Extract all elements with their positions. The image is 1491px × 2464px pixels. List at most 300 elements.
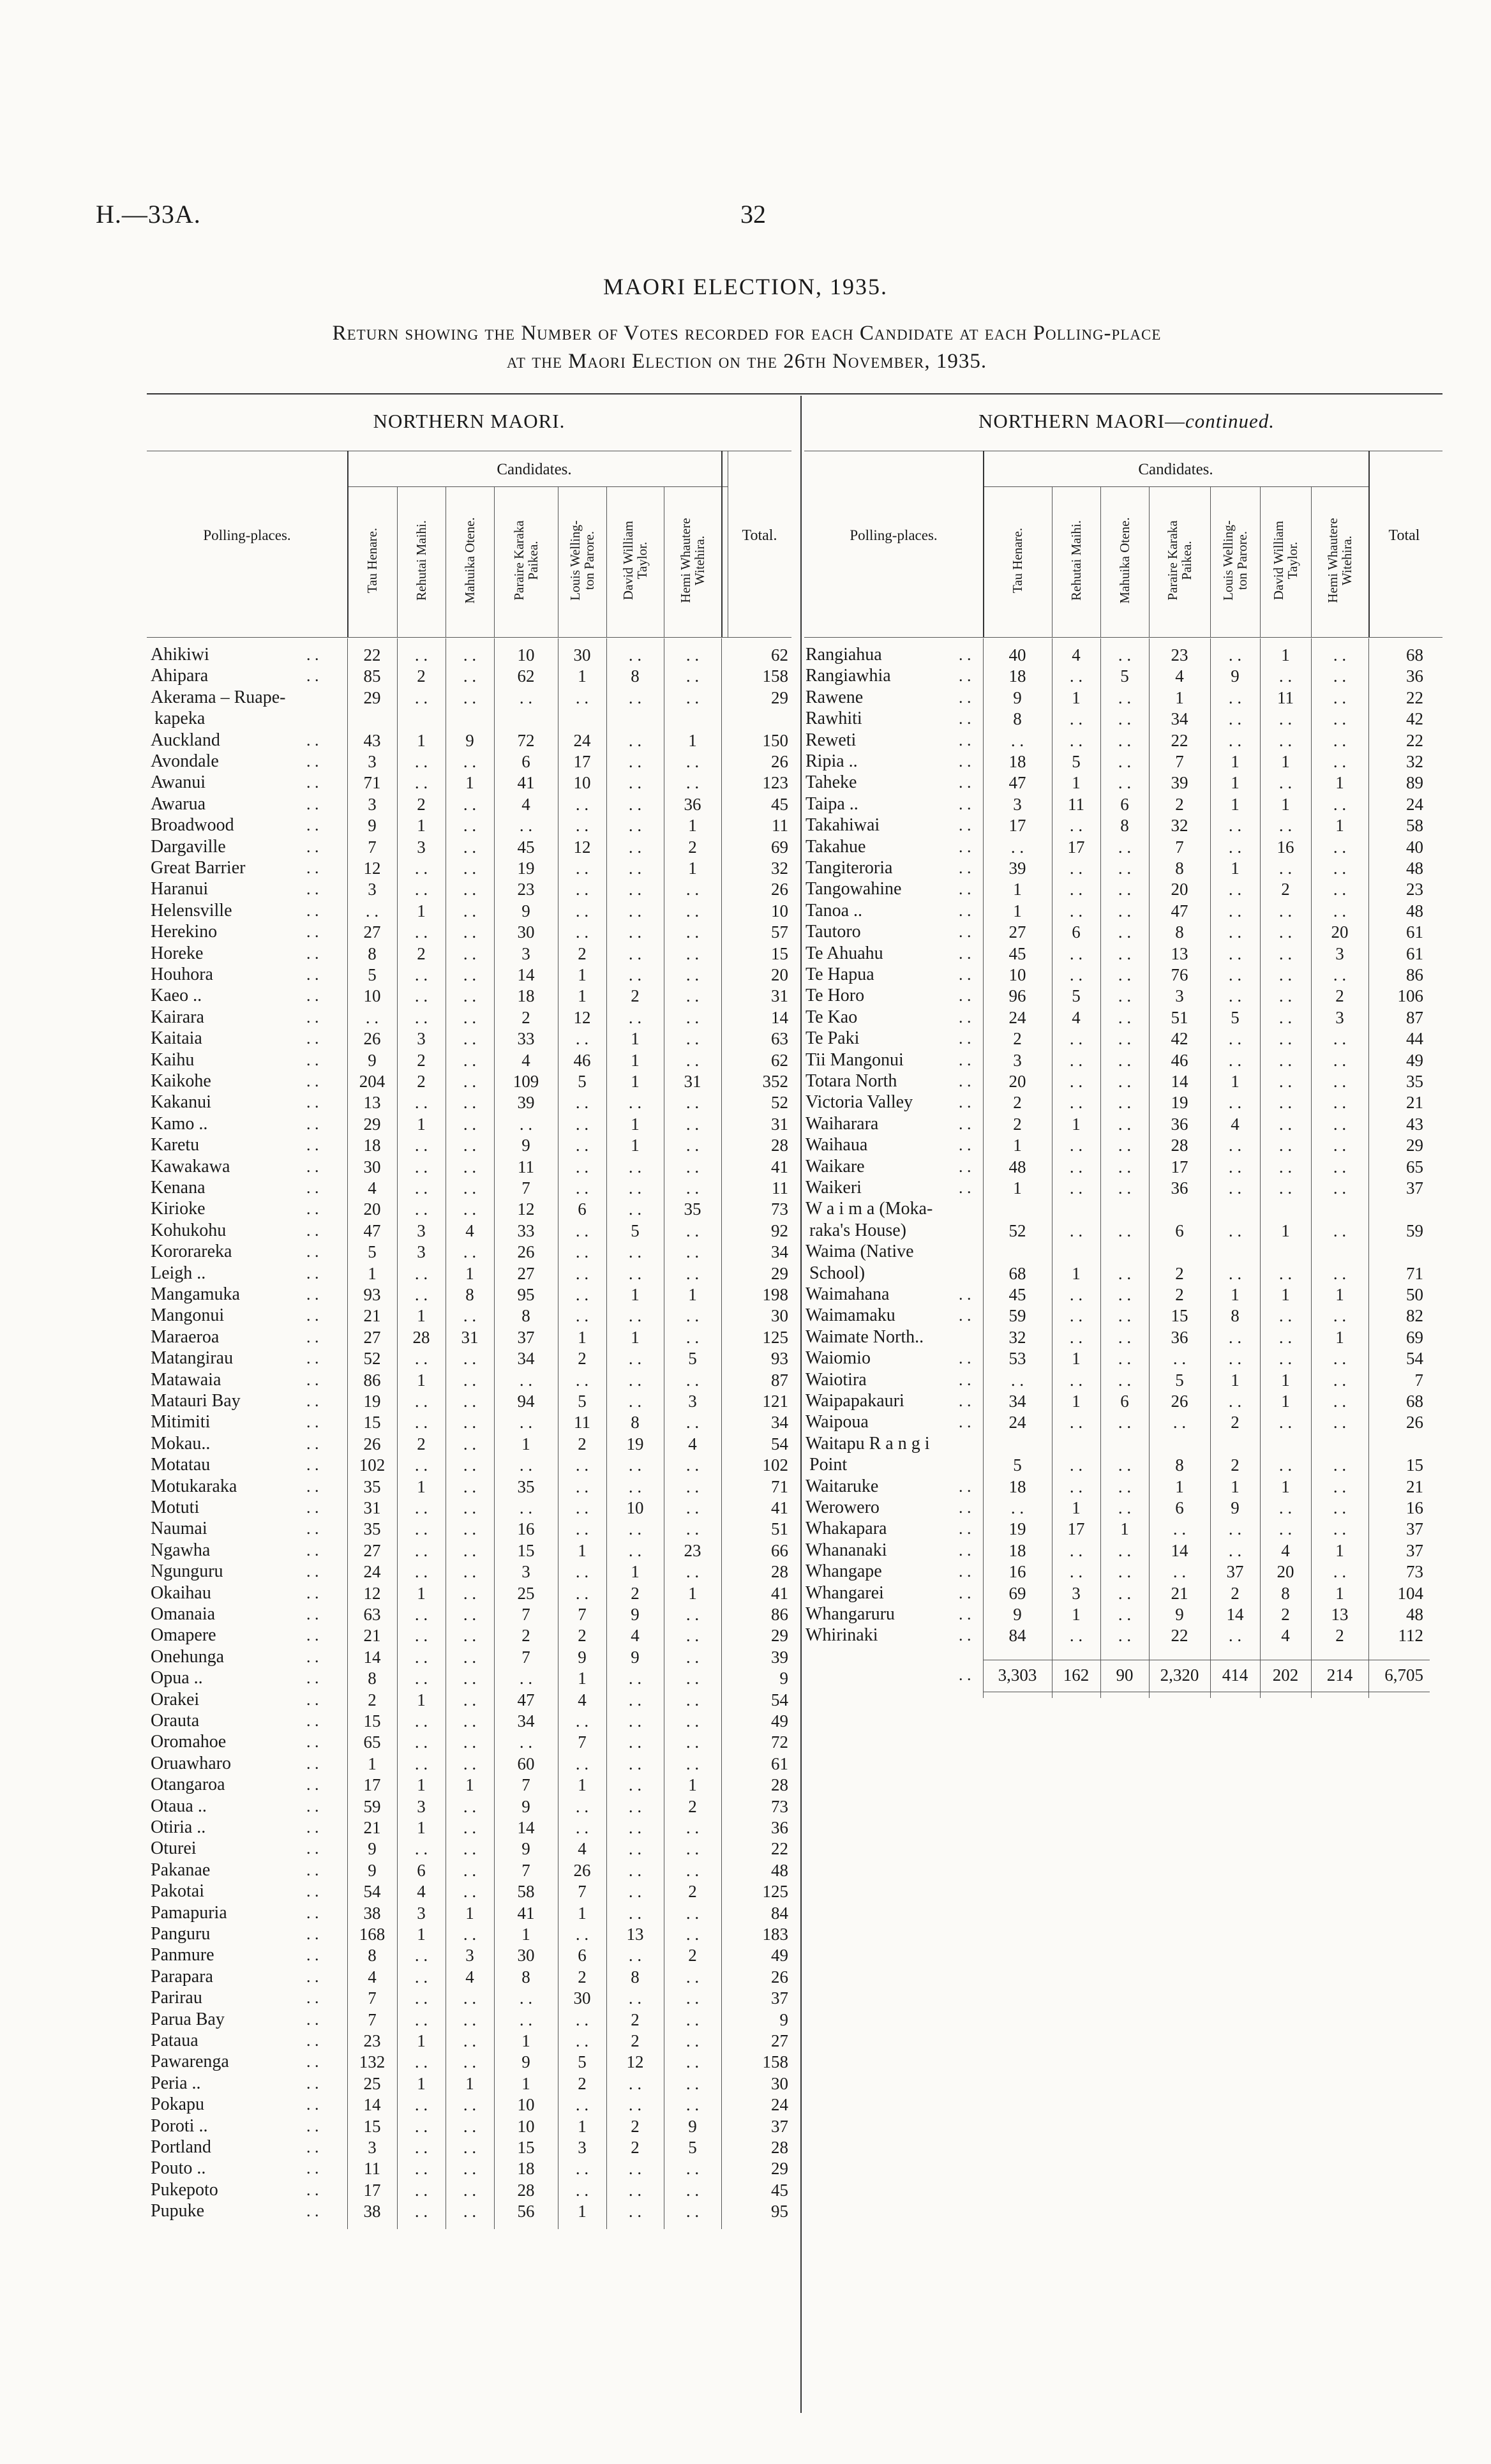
row-total: 102 (762, 1455, 788, 1475)
vote-cell: 1 (1335, 816, 1344, 836)
polling-place-name: Orauta (151, 1711, 200, 1731)
row-total: 61 (771, 1754, 788, 1773)
vote-cell: 7 (1175, 752, 1184, 771)
vertical-rule (721, 451, 723, 637)
vote-cell: . . (1333, 752, 1347, 771)
vote-cell: . . (463, 2031, 477, 2050)
vote-cell: . . (686, 752, 700, 771)
polling-place-name: Kaeo .. (151, 986, 202, 1006)
report-code: H.—33A. (96, 200, 201, 229)
row-total: 37 (771, 1988, 788, 2008)
row-total: 123 (762, 773, 788, 793)
vote-cell: . . (1069, 1327, 1083, 1347)
vote-cell: . . (1069, 1136, 1083, 1155)
vote-cell: . . (686, 1178, 700, 1198)
vote-cell: 5 (578, 1072, 587, 1091)
row-total: 92 (771, 1221, 788, 1240)
leader-dots: . . (306, 1946, 319, 1965)
vote-cell: . . (628, 1903, 642, 1923)
polling-place-name: Great Barrier (151, 858, 246, 878)
vote-cell: 1 (1281, 1221, 1290, 1240)
vote-cell: 9 (368, 1839, 377, 1859)
vote-cell: . . (628, 880, 642, 899)
vote-cell: 1 (1072, 1114, 1081, 1134)
row-total: 24 (1406, 794, 1423, 814)
leader-dots: . . (306, 1988, 319, 2008)
vote-cell: 38 (363, 1903, 381, 1923)
vote-cell: 15 (517, 2138, 535, 2157)
vote-cell: . . (628, 1519, 642, 1539)
vote-cell: . . (686, 1647, 700, 1667)
vote-cell: . . (686, 1007, 700, 1027)
vote-cell: 8 (631, 1413, 640, 1432)
leader-dots: . . (306, 1605, 319, 1623)
polling-place-name-cont: School) (809, 1263, 865, 1283)
vote-cell: . . (463, 1306, 477, 1326)
vote-cell: . . (1228, 1392, 1242, 1411)
vote-cell: . . (628, 1882, 642, 1902)
row-total: 352 (762, 1072, 788, 1091)
vote-cell: . . (1333, 645, 1347, 665)
vote-cell: . . (628, 1796, 642, 1816)
vote-cell: . . (1118, 1605, 1132, 1624)
polling-place-name: Te Horo (805, 986, 865, 1006)
leader-dots: . . (306, 2159, 319, 2178)
vote-cell: 14 (363, 1647, 381, 1667)
vote-cell: . . (686, 1242, 700, 1262)
vote-cell: . . (1118, 1136, 1132, 1155)
vote-cell: . . (519, 687, 533, 707)
vote-cell: 6 (417, 1860, 426, 1880)
vote-cell: 2 (1013, 1114, 1022, 1134)
vote-cell: . . (1118, 730, 1132, 750)
vote-cell: . . (1228, 1178, 1242, 1198)
polling-place-name: Pukepoto (151, 2179, 218, 2200)
leader-dots: . . (306, 1903, 319, 1922)
candidates-header-left: Candidates. (497, 461, 572, 478)
candidate-name-line: Taylor. (1285, 541, 1300, 580)
vote-cell: . . (628, 2180, 642, 2200)
vote-cell: . . (628, 901, 642, 920)
leader-dots: . . (306, 2073, 319, 2092)
leader-dots: . . (306, 1882, 319, 1901)
polling-place-name: Reweti (805, 730, 857, 750)
leader-dots: . . (306, 1540, 319, 1559)
vote-cell: 1 (1072, 1498, 1081, 1517)
vote-cell: 36 (684, 794, 701, 814)
vote-cell: 9 (521, 1796, 530, 1816)
leader-dots: . . (306, 1583, 319, 1602)
candidate-name-line: Louis Welling- (567, 520, 583, 601)
vote-cell: 2 (578, 1434, 587, 1454)
vote-cell: . . (1118, 1327, 1132, 1347)
vote-cell: 68 (1008, 1263, 1026, 1283)
candidate-name-line: Hemi Whautere (1325, 518, 1340, 603)
vote-cell: . . (575, 1285, 589, 1304)
vote-cell: . . (414, 1669, 428, 1688)
vote-cell: 2 (1175, 1285, 1184, 1304)
polling-place-name: Whangape (805, 1561, 882, 1582)
vote-cell: . . (414, 1136, 428, 1155)
row-total: 36 (771, 1818, 788, 1837)
polling-place-name: Waipoua (805, 1412, 869, 1432)
vote-cell: 4 (1281, 1626, 1290, 1646)
candidate-name-header (664, 498, 721, 623)
right-section-title (804, 410, 1449, 433)
polling-place-name: Motuti (151, 1498, 200, 1517)
leader-dots: . . (959, 816, 971, 835)
row-total: 73 (771, 1796, 788, 1816)
vote-cell: 1 (1120, 1519, 1129, 1539)
row-total: 7 (1414, 1370, 1423, 1390)
vote-cell: 20 (1171, 880, 1188, 899)
vote-cell: 15 (363, 2116, 381, 2136)
leader-dots: . . (306, 1029, 319, 1048)
vote-cell: 21 (363, 1306, 381, 1326)
polling-place-name: Kenana (151, 1178, 206, 1198)
vote-cell: . . (1278, 709, 1292, 729)
vote-cell: 4 (465, 1967, 474, 1987)
vote-cell: 1 (1231, 1285, 1240, 1304)
leader-dots: . . (306, 1370, 319, 1389)
vote-cell: . . (414, 1967, 428, 1987)
leader-dots: . . (306, 837, 319, 856)
vote-cell: . . (463, 1860, 477, 1880)
vote-cell: 23 (363, 2031, 381, 2050)
vote-cell: 1 (688, 730, 697, 750)
polling-place-name: Tii Mangonui (805, 1049, 904, 1070)
vote-cell: . . (1069, 901, 1083, 920)
candidate-name-text (678, 518, 707, 603)
vote-cell: 96 (1008, 986, 1026, 1006)
vote-cell: . . (1333, 1072, 1347, 1091)
vote-cell: 1 (578, 2116, 587, 2136)
vote-cell: . . (1228, 965, 1242, 984)
vote-cell: 8 (1281, 1583, 1290, 1603)
row-total: 42 (1406, 709, 1423, 729)
vote-cell: 23 (517, 880, 535, 899)
row-total: 26 (771, 752, 788, 771)
leader-dots: . . (959, 773, 971, 792)
vote-cell: 1 (1281, 752, 1290, 771)
vote-cell: . . (1333, 1263, 1347, 1283)
page-number: 32 (740, 200, 766, 229)
leader-dots: . . (959, 1583, 971, 1602)
vote-cell: 1 (465, 1903, 474, 1923)
leader-dots: . . (306, 1263, 319, 1282)
leader-dots: . . (306, 752, 319, 770)
vote-cell: . . (1228, 816, 1242, 836)
vote-cell: . . (1118, 1370, 1132, 1390)
vote-cell: . . (1333, 1476, 1347, 1496)
vote-cell: . . (1069, 1626, 1083, 1646)
candidate-name-text (1118, 517, 1132, 603)
vote-cell: . . (414, 2180, 428, 2200)
vote-cell: . . (414, 2202, 428, 2221)
leader-dots: . . (306, 1221, 319, 1240)
leader-dots: . . (959, 1370, 971, 1389)
vote-cell: . . (1118, 1413, 1132, 1432)
vote-cell: . . (575, 1221, 589, 1240)
vote-cell: . . (628, 1199, 642, 1219)
vote-cell: 15 (363, 1711, 381, 1731)
polling-place-name: Orakei (151, 1689, 200, 1709)
vote-cell: . . (463, 2010, 477, 2029)
vote-cell: . . (1278, 730, 1292, 750)
vote-cell: . . (1118, 965, 1132, 984)
vote-cell: 1 (688, 1775, 697, 1795)
polling-place-name: Dargaville (151, 836, 226, 857)
vote-cell: 8 (368, 943, 377, 963)
leader-dots: . . (306, 1392, 319, 1410)
vote-cell: . . (463, 837, 477, 857)
vote-cell: 46 (1171, 1050, 1188, 1070)
vertical-rule (721, 638, 722, 2229)
vote-cell: . . (1333, 1029, 1347, 1049)
candidate-name-line: Hemi Whautere (678, 518, 693, 603)
vote-cell: 53 (1008, 1349, 1026, 1369)
vote-cell: 6 (1175, 1498, 1184, 1517)
row-total: 62 (771, 645, 788, 665)
vote-cell: . . (1228, 687, 1242, 707)
vote-cell: . . (1278, 922, 1292, 942)
polling-place-name: Kaihu (151, 1049, 195, 1070)
vote-cell: . . (686, 1157, 700, 1176)
vote-cell: 11 (364, 2159, 380, 2179)
vote-cell: . . (686, 901, 700, 920)
vote-cell: 47 (517, 1690, 535, 1709)
vote-cell: 4 (417, 1882, 426, 1902)
row-total: 86 (771, 1605, 788, 1624)
vote-cell: . . (519, 1988, 533, 2008)
row-total: 73 (1406, 1562, 1423, 1582)
vote-cell: . . (575, 1519, 589, 1539)
polling-place-name: Rangiawhia (805, 666, 891, 686)
leader-dots: . . (959, 880, 971, 899)
vote-cell: 18 (517, 2159, 535, 2179)
vote-cell: . . (686, 2202, 700, 2221)
vote-cell: 19 (517, 859, 535, 878)
vote-cell: 8 (521, 1967, 530, 1987)
vote-cell: 19 (363, 1392, 381, 1411)
vote-cell: 6 (1120, 1392, 1129, 1411)
vote-cell: . . (575, 1476, 589, 1496)
vote-cell: . . (414, 1007, 428, 1027)
vote-cell: 1 (1281, 1285, 1290, 1304)
vote-cell: . . (628, 837, 642, 857)
vote-cell: 36 (1171, 1178, 1188, 1198)
vote-cell: . . (1173, 1349, 1187, 1369)
vote-cell: 2 (417, 943, 426, 963)
vote-cell: . . (463, 1242, 477, 1262)
vote-cell: . . (628, 1093, 642, 1113)
polling-place-name: Ngawha (151, 1540, 211, 1560)
leader-dots: . . (306, 859, 319, 877)
vote-cell: . . (575, 1029, 589, 1049)
leader-dots: . . (959, 859, 971, 877)
vote-cell: 38 (363, 2202, 381, 2221)
vote-cell: 17 (363, 2180, 381, 2200)
vote-cell: 7 (521, 1647, 530, 1667)
row-total: 37 (1406, 1540, 1423, 1560)
leader-dots: . . (959, 1072, 971, 1090)
vote-cell: 1 (1281, 1392, 1290, 1411)
vote-cell: . . (463, 1349, 477, 1369)
vote-cell: 17 (1171, 1157, 1188, 1176)
vote-cell: . . (628, 1455, 642, 1475)
leader-dots: . . (306, 1327, 319, 1346)
polling-place-name: Waikeri (805, 1178, 862, 1198)
vote-cell: 5 (578, 1392, 587, 1411)
polling-place-name: Omapere (151, 1625, 216, 1646)
row-total: 95 (771, 2202, 788, 2221)
vote-cell: . . (575, 922, 589, 942)
vote-cell: . . (1228, 1157, 1242, 1176)
vote-cell: 2 (688, 837, 697, 857)
leader-dots: . . (959, 1413, 971, 1432)
vote-cell: 84 (1008, 1626, 1026, 1646)
polling-place-name: Motatau (151, 1455, 211, 1475)
vote-cell: 86 (363, 1370, 381, 1390)
row-total: 63 (771, 1029, 788, 1049)
leader-dots: . . (306, 1455, 319, 1475)
leader-dots: . . (959, 986, 971, 1005)
leader-dots: . . (959, 1626, 971, 1645)
vote-cell: 12 (363, 859, 381, 878)
vote-cell: . . (628, 943, 642, 963)
vote-cell: . . (463, 1498, 477, 1517)
vote-cell: 1 (631, 1136, 640, 1155)
vote-cell: . . (628, 2095, 642, 2115)
row-total: 40 (1406, 837, 1423, 857)
vote-cell: . . (686, 1455, 700, 1475)
leader-dots: . . (306, 1072, 319, 1090)
document-subtitle (147, 319, 1347, 375)
vote-cell: 1 (578, 1540, 587, 1560)
vote-cell: . . (575, 2031, 589, 2050)
vote-cell: . . (1010, 1370, 1024, 1390)
vote-cell: . . (686, 2052, 700, 2072)
vote-cell: 10 (1008, 965, 1026, 984)
vote-cell: . . (519, 1669, 533, 1688)
vote-cell: 12 (573, 837, 591, 857)
vote-cell: 37 (517, 1327, 535, 1347)
vote-cell: 3 (1175, 986, 1184, 1006)
vote-cell: 9 (1175, 1605, 1184, 1624)
vote-cell: 1 (1335, 1583, 1344, 1603)
document-title: MAORI ELECTION, 1935. (603, 274, 888, 299)
vote-cell: . . (575, 2010, 589, 2029)
vote-cell: . . (414, 1285, 428, 1304)
vote-cell: . . (628, 1775, 642, 1795)
vote-cell: . . (575, 1796, 589, 1816)
polling-place-name: Herekino (151, 922, 218, 942)
vote-cell: 18 (517, 986, 535, 1006)
vote-cell: . . (686, 1711, 700, 1731)
polling-place-name: Pakotai (151, 1881, 204, 1902)
vote-cell: . . (1118, 1178, 1132, 1198)
polling-place-name: Whangaruru (805, 1604, 895, 1624)
vote-cell: 27 (363, 1327, 381, 1347)
vote-cell: 1 (521, 2073, 530, 2093)
vote-cell: 1 (417, 2031, 426, 2050)
polling-place-name: Oruawharo (151, 1753, 231, 1773)
row-total: 28 (771, 2138, 788, 2157)
vote-cell: . . (414, 1392, 428, 1411)
row-total: 31 (771, 986, 788, 1006)
vote-cell: 1 (1281, 645, 1290, 665)
polling-place-name: Whananaki (805, 1540, 887, 1560)
vote-cell: 59 (1008, 1306, 1026, 1326)
row-total: 37 (1406, 1519, 1423, 1539)
candidate-name-line: Rehutai Maihi. (1068, 520, 1084, 601)
row-total: 32 (771, 859, 788, 878)
vote-cell: 5 (1072, 752, 1081, 771)
vote-cell: 1 (417, 1690, 426, 1709)
vote-cell: . . (1333, 687, 1347, 707)
vote-cell: . . (686, 943, 700, 963)
candidate-name-line: Rehutai Maihi. (414, 520, 429, 601)
candidate-total: 3,303 (998, 1665, 1037, 1685)
vote-cell: 58 (517, 1882, 535, 1902)
vote-cell: . . (463, 2202, 477, 2221)
vote-cell: . . (414, 773, 428, 793)
vote-cell: . . (519, 1413, 533, 1432)
vote-cell: 5 (1175, 1370, 1184, 1390)
polling-place-name: Waimahana (805, 1284, 890, 1304)
vote-cell: . . (519, 2010, 533, 2029)
vote-cell: . . (1069, 1562, 1083, 1582)
row-total: 28 (771, 1775, 788, 1795)
polling-place-name: Otiria .. (151, 1817, 206, 1837)
polling-place-name: Takahiwai (805, 815, 880, 836)
vote-cell: . . (414, 1626, 428, 1646)
vote-cell: 4 (1231, 1114, 1240, 1134)
vote-cell: . . (628, 687, 642, 707)
polling-place-name: Tangiteroria (805, 858, 893, 878)
vote-cell: . . (686, 1306, 700, 1326)
vote-cell: 13 (1331, 1605, 1349, 1624)
vote-cell: 1 (688, 816, 697, 836)
vote-cell: 2 (631, 2138, 640, 2157)
polling-place-name: Taheke (805, 772, 857, 793)
vote-cell: 1 (631, 1029, 640, 1049)
polling-place-name: Awarua (151, 793, 206, 814)
polling-place-name: Waimamaku (805, 1305, 895, 1326)
row-total: 15 (1406, 1455, 1423, 1475)
vote-cell: 15 (363, 1413, 381, 1432)
polling-place-name: Helensville (151, 900, 232, 920)
polling-place-name: Kaitaia (151, 1028, 202, 1049)
vote-cell: 2 (688, 1796, 697, 1816)
vote-cell: 12 (363, 1583, 381, 1603)
polling-place-name: Kamo .. (151, 1113, 208, 1134)
vote-cell: 19 (1008, 1519, 1026, 1539)
leader-dots: . . (959, 666, 971, 686)
vote-cell: . . (463, 1072, 477, 1091)
vote-cell: 1 (417, 1583, 426, 1603)
vote-cell: . . (1278, 1157, 1292, 1176)
vote-cell: . . (1069, 1093, 1083, 1113)
vote-cell: . . (463, 922, 477, 942)
polling-place-name: Maraeroa (151, 1326, 220, 1347)
horizontal-rule (347, 486, 728, 487)
vote-cell: . . (686, 965, 700, 984)
vote-cell: 2 (578, 943, 587, 963)
vote-cell: . . (1278, 1455, 1292, 1475)
candidates-header-right: Candidates. (1138, 461, 1213, 478)
polling-place-name: Whangarei (805, 1582, 884, 1603)
